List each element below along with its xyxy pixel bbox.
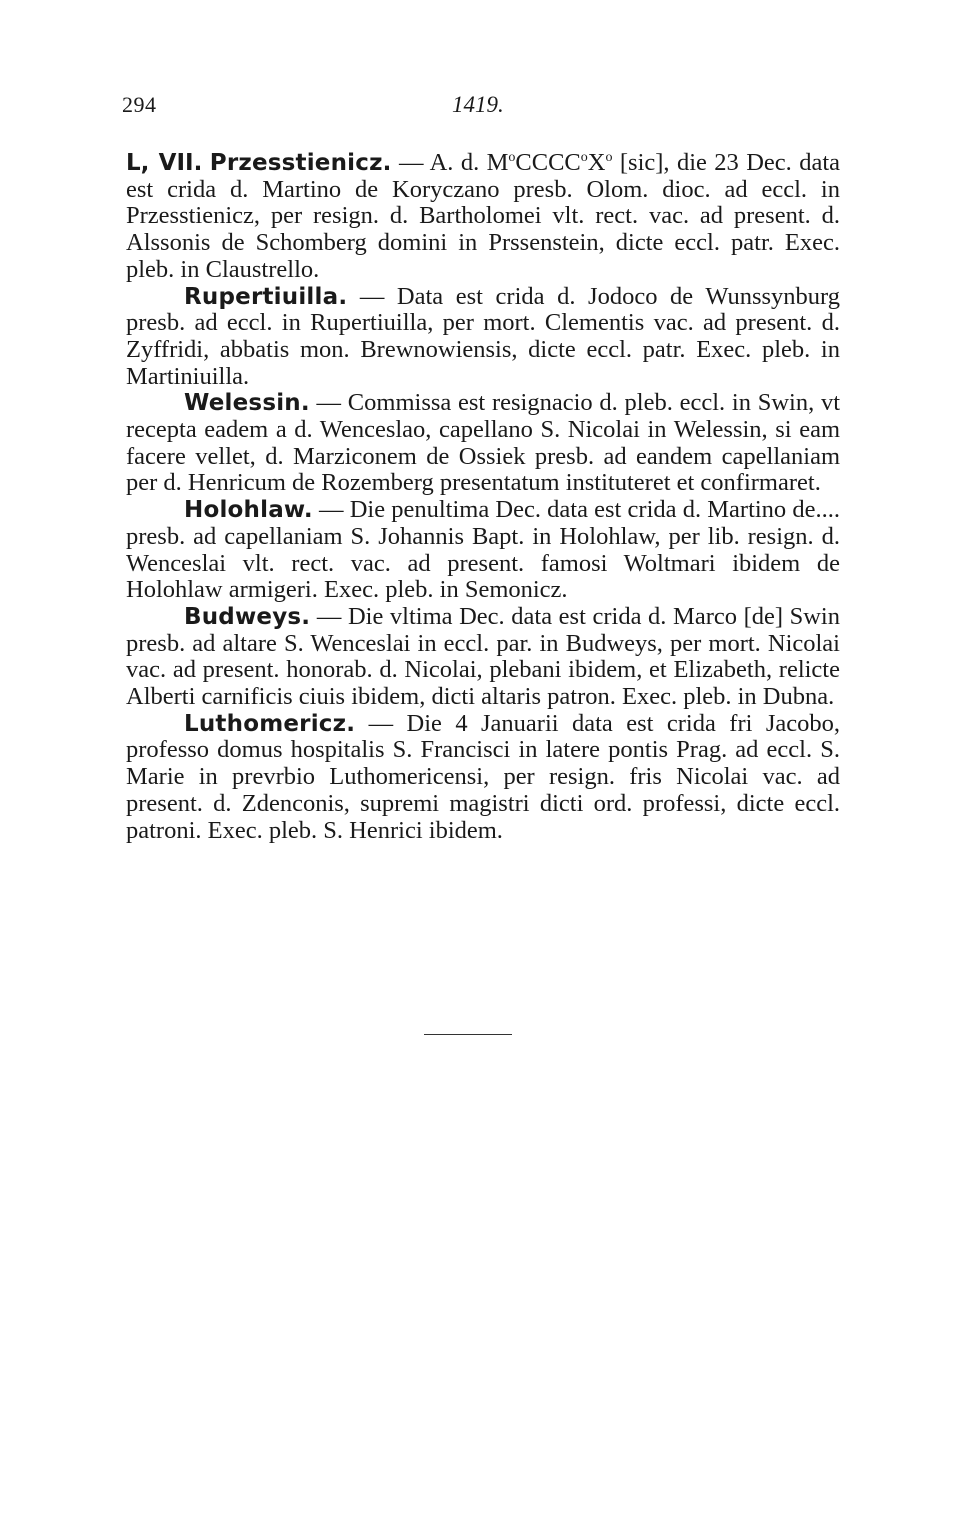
entry-place-heading: Holohlaw.	[184, 497, 313, 524]
entry-place-heading: Luthomericz.	[184, 710, 356, 737]
entry-place-heading: Rupertiuilla.	[184, 283, 348, 310]
entry-holohlaw	[126, 497, 840, 604]
page-header	[122, 92, 840, 122]
entry-text: — A. d. M	[391, 149, 509, 176]
entry-text: — Die vltima Dec. data est crida d. Marco [de] Swin presb. ad altare S. Wenceslai in eccl. par. in Budweys, per mort. Nicolai vac. ad present. honorab. d. Nicolai, plebani ibidem, et Elizabeth, relicte Alberti carnificis ciuis ibidem, dicti altaris patron. Exec. pleb. in Dubna.	[126, 602, 840, 711]
entry-przesstienicz	[126, 150, 840, 284]
page-number: 294	[122, 92, 157, 117]
entry-text: CCCC	[515, 149, 581, 176]
entry-text: — Die penultima Dec. data est crida d. Martino de.... presb. ad capellaniam S. Johannis Bapt. in Holohlaw, per lib. resign. d. Wenceslai vlt. rect. vac. ad present. famosi Woltmari ibidem de Holohlaw armigeri. Exec. pleb. in Semonicz.	[126, 496, 840, 604]
running-title-year: 1419.	[452, 92, 504, 117]
entry-text: — Data est crida d. Jodoco de Wunssynburg presb. ad eccl. in Rupertiuilla, per mort. Clementis vac. ad present. d. Zyffridi, abbatis mon. Brewnowiensis, dicte eccl. patr. Exec. pleb. in Martiniuilla.	[126, 282, 840, 390]
entry-rupertiuilla	[126, 284, 840, 391]
entry-welessin	[126, 390, 840, 497]
section-end-rule	[424, 1034, 512, 1035]
entry-text: — Die 4 Januarii data est crida fri Jacobo, professo domus hospitalis S. Francisci in latere pontis Prag. ad eccl. S. Marie in prevrbio Luthomericensi, per resign. fris Nicolai vac. ad present. d. Zdenconis, supremi magistri dicti ord. professi, dicte eccl. patroni. Exec. pleb. S. Henrici ibidem.	[126, 709, 840, 844]
entry-place-heading: Welessin.	[184, 390, 310, 417]
superscript-o: o	[605, 149, 613, 165]
entry-text: X	[587, 149, 606, 176]
entry-budweys	[126, 604, 840, 711]
entry-place-heading: Budweys.	[184, 603, 311, 630]
entry-place-heading: Przesstienicz.	[209, 150, 392, 176]
entry-text: [sic], die 23 Dec. data est crida d. Martino de Koryczano presb. Olom. dioc. ad eccl. in Przesstienicz, per resign. d. Bartholomei vlt. rect. vac. ad present. d. Alssonis de Schomberg domini in Prssenstein, dicte eccl. patr. Exec. pleb. in Claustrello.	[126, 149, 840, 283]
entry-reference: L, VII.	[126, 150, 203, 176]
superscript-o: o	[508, 149, 516, 165]
document-body	[126, 150, 840, 844]
entry-luthomericz	[126, 711, 840, 845]
superscript-o: o	[580, 149, 588, 165]
entry-text: — Commissa est resignacio d. pleb. eccl. in Swin, vt recepta eadem a d. Wenceslao, capellano S. Nicolai in Welessin, si eam facere vellet, d. Marziconem de Ossiek presb. ad eandem capellaniam per d. Henricum de Rozemberg presentatum instituteret et confirmaret.	[126, 389, 840, 497]
